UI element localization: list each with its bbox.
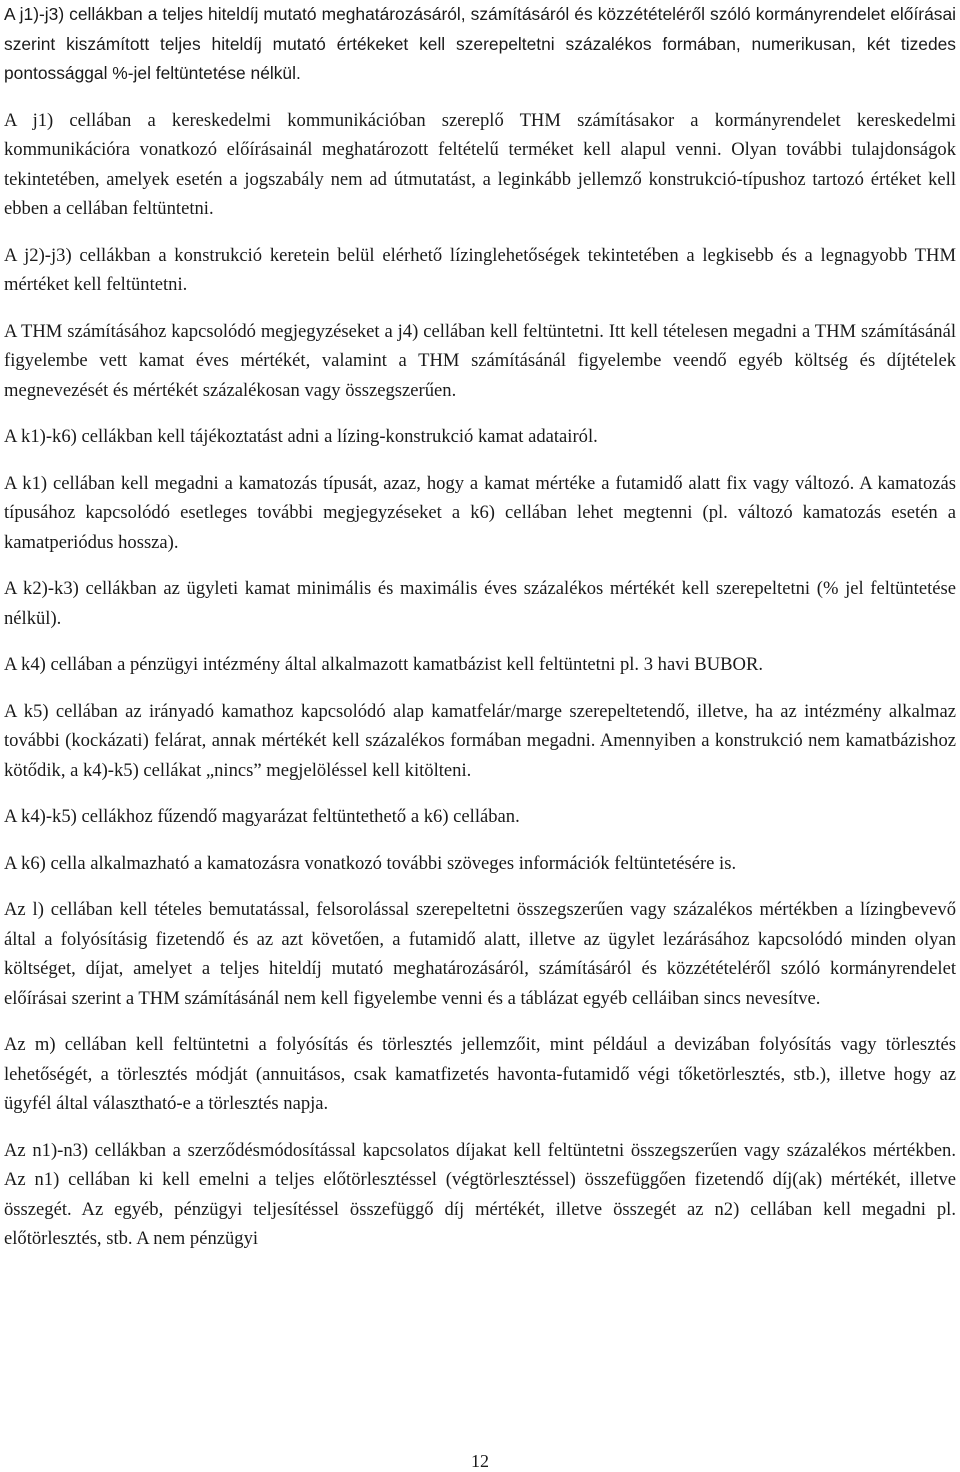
paragraph-k6-cell: A k6) cella alkalmazható a kamatozásra vonatkozó további szöveges információk feltüntetésére is. (4, 852, 737, 874)
paragraph-j1-j3-intro: A j1)-j3) cellákban a teljes hiteldíj mutató meghatározásáról, számításáról és közzétételéről szóló kormányrendelet előírásai szerint kiszámított teljes hiteldíj mutató értékeket kell szerepeltetni százalékos formában, numerikusan, két tizedes pontossággal %-jel feltüntetése nélkül. (4, 4, 956, 83)
paragraph-j2-j3-cells: A j2)-j3) cellákban a konstrukció keretein belül elérhető lízinglehetőségek tekintetében a legkisebb és a legnagyobb THM mértéket kell feltüntetni. (4, 244, 956, 295)
paragraph-n1-n3-cells: Az n1)-n3) cellákban a szerződésmódosítással kapcsolatos díjakat kell feltüntetni összegszerűen vagy százalékos mértékben. Az n1) cellában ki kell emelni a teljes előtörlesztéssel (végtörlesztéssel) összefüggően fizetendő díj(ak) mértékét, illetve összegét. Az egyéb, pénzügyi teljesítéssel összefüggő díj mértékét, illetve összegét az n2) cellában kell megadni pl. előtörlesztés, stb. A nem pénzügyi (4, 1139, 956, 1249)
paragraph-m-cell: Az m) cellában kell feltüntetni a folyósítás és törlesztés jellemzőit, mint például a devizában folyósítás vagy törlesztés lehetőségét, a törlesztés módját (annuitásos, csak kamatfizetés havonta-futamidő végi tőketörlesztés, stb.), illetve hogy az ügyfél által választható-e a törlesztés napja. (4, 1034, 956, 1114)
paragraph-j4-cell: A THM számításához kapcsolódó megjegyzéseket a j4) cellában kell feltüntetni. Itt kell tételesen megadni a THM számításánál figyelembe vett kamat éves mértékét, valamint a THM számításánál figyelembe veendő egyéb költség és díjtételek megnevezését és mértékét százalékosan vagy összegszerűen. (4, 320, 956, 401)
paragraph-j1-cell: A j1) cellában a kereskedelmi kommunikációban szereplő THM számításakor a kormányrendelet kereskedelmi kommunikációra vonatkozó előírásainál meghatározott feltételű terméket kell alapul venni. Olyan további tulajdonságok tekintetében, amelyek esetén a jogszabály nem ad útmutatást, a leginkább jellemző konstrukció-típushoz tartozó értéket kell ebben a cellában feltüntetni. (4, 109, 956, 219)
page-number: 12 (471, 1451, 489, 1471)
paragraph-l-cell: Az l) cellában kell tételes bemutatással, felsorolással szerepeltetni összegszerűen vagy százalékos mértékben a lízingbevevő által a folyósításig fizetendő és az azt követően, a futamidő alatt, illetve az ügylet lezárásához kapcsolódó minden olyan költséget, díjat, amelyet a teljes hiteldíj mutató meghatározásáról, számításáról és közzétételéről szóló kormányrendelet előírásai szerint a THM számításánál nem kell figyelembe venni és a táblázat egyéb celláiban sincs nevesítve. (4, 899, 956, 1009)
paragraph-k5-cell: A k5) cellában az irányadó kamathoz kapcsolódó alap kamatfelár/marge szerepeltetendő, illetve, ha az intézmény alkalmaz további (kockázati) felárat, annak mértékét kell százalékos formában megadni. Amennyiben a konstrukció nem kamatbázishoz kötődik, a k4)-k5) cellákat „nincs” megjelöléssel kell kitölteni. (4, 700, 956, 781)
paragraph-k2-k3-cells: A k2)-k3) cellákban az ügyleti kamat minimális és maximális éves százalékos mértékét kell szerepeltetni (% jel feltüntetése nélkül). (4, 578, 956, 629)
paragraph-k1-cell: A k1) cellában kell megadni a kamatozás típusát, azaz, hogy a kamat mértéke a futamidő alatt fix vagy változó. A kamatozás típusához kapcsolódó esetleges további megjegyzéseket a k6) cellában lehet megtenni (pl. változó kamatozás esetén a kamatperiódus hossza). (4, 472, 956, 553)
paragraph-k4-k5-note: A k4)-k5) cellákhoz fűzendő magyarázat feltüntethető a k6) cellában. (4, 806, 520, 827)
paragraph-k4-cell: A k4) cellában a pénzügyi intézmény által alkalmazott kamatbázist kell feltüntetni pl. 3 havi BUBOR. (4, 654, 764, 675)
paragraph-k1-k6-cells: A k1)-k6) cellákban kell tájékoztatást adni a lízing-konstrukció kamat adatairól. (4, 426, 598, 447)
